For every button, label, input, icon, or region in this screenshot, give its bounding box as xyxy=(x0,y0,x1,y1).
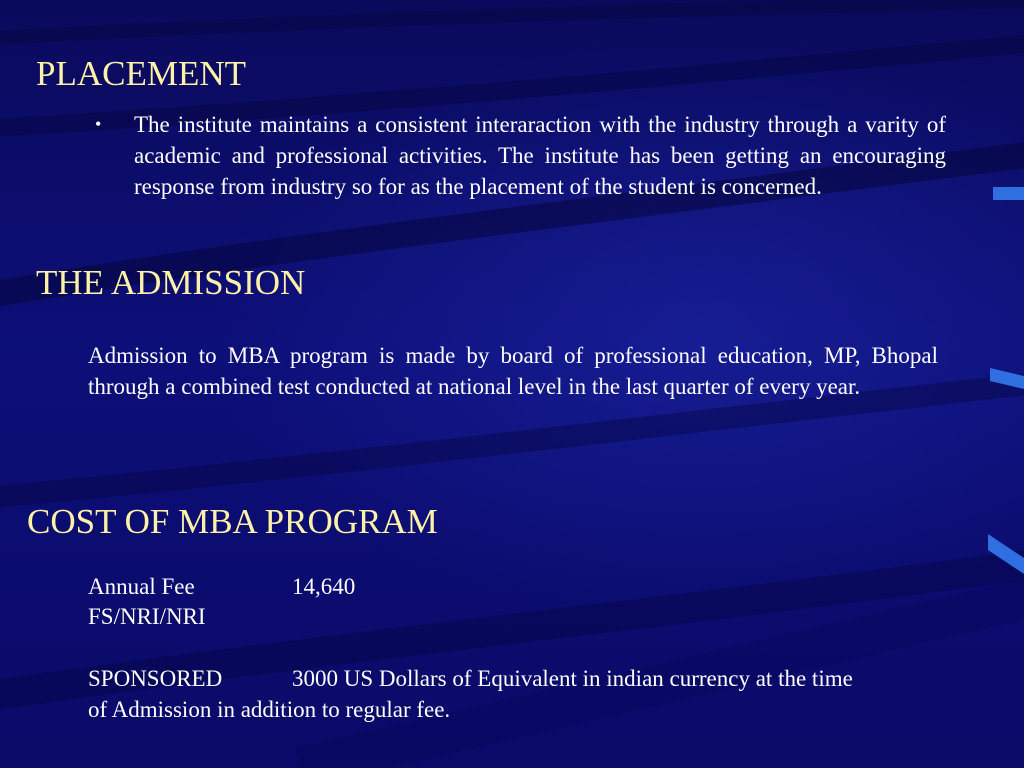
fs-nri-line: FS/NRI/NRI xyxy=(88,604,206,629)
admission-text: Admission to MBA program is made by board of professional education, MP, Bhopal through a combined test conducted at national level in the last quarter of every year. xyxy=(88,343,938,399)
sponsored-label: SPONSORED xyxy=(88,666,223,691)
placement-text: The institute maintains a consistent interaraction with the industry through a varity of academic and professional activities. The institute has been getting an encouraging response from industry so for as the placement of the student is concerned. xyxy=(134,112,946,199)
placement-bullet: • xyxy=(95,114,102,134)
sponsored-continuation: of Admission in addition to regular fee. xyxy=(88,697,451,722)
admission-heading: THE ADMISSION xyxy=(36,263,306,302)
sponsored-value: 3000 US Dollars of Equivalent in indian currency at the time xyxy=(292,666,853,691)
placement-heading: PLACEMENT xyxy=(36,54,246,93)
annual-fee-label: Annual Fee xyxy=(88,574,195,599)
cost-heading: COST OF MBA PROGRAM xyxy=(27,502,438,541)
annual-fee-value: 14,640 xyxy=(292,574,356,599)
